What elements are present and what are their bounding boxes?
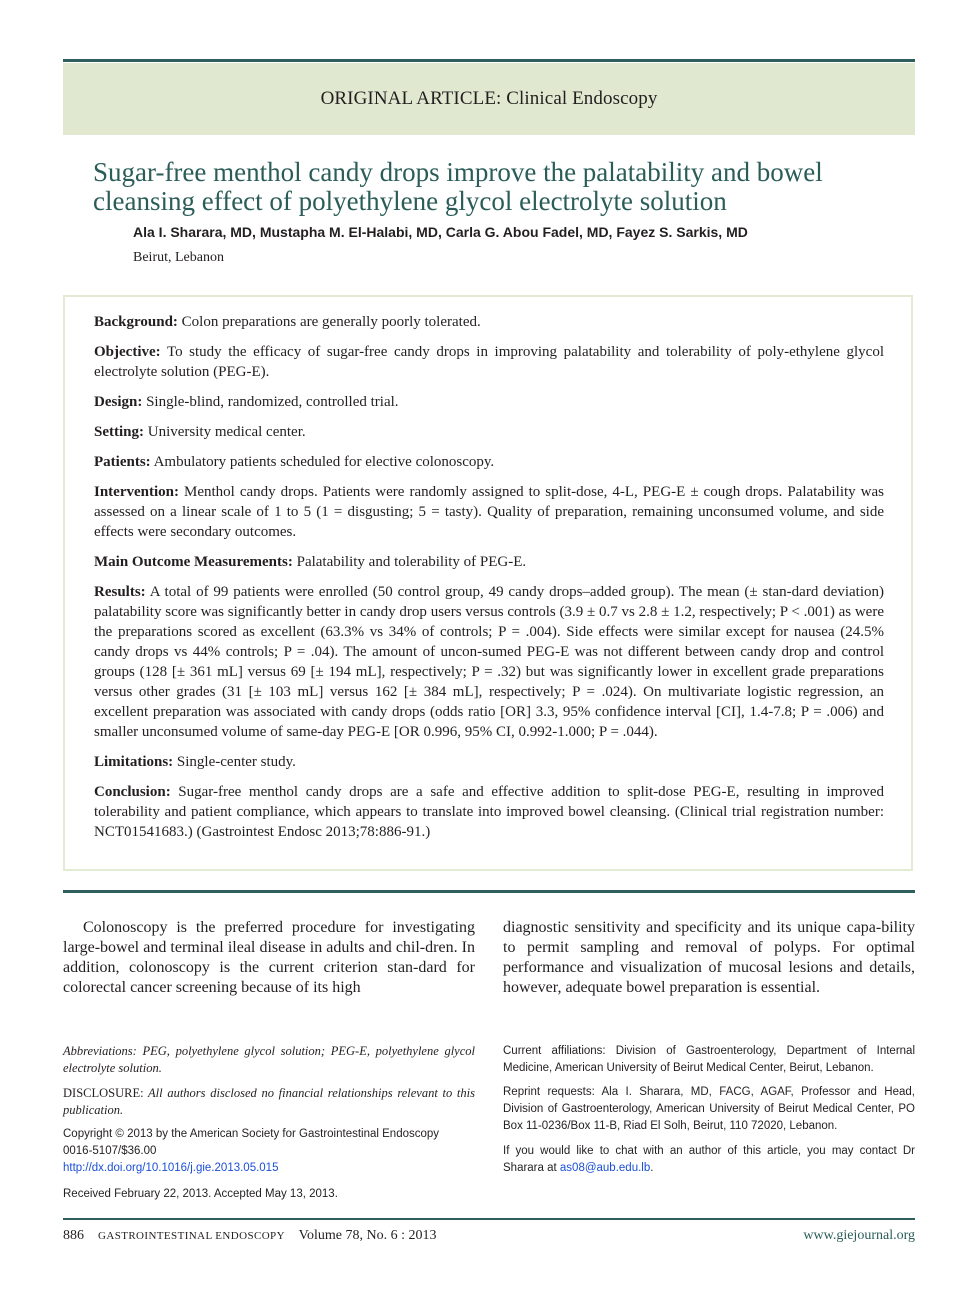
abstract-setting: Setting: University medical center.: [94, 424, 306, 440]
top-rule: [63, 59, 915, 62]
abstract-conclusion: Conclusion: Sugar-free menthol candy drops are a safe and effective addition to split-dose PEG-E, resulting in improved tolerability and patient compliance, which appears to translate into improved bowel cleansing. (Clinical trial registration number: NCT01541683.) (Gastrointest Endosc 2013;78:886-91.): [94, 784, 884, 840]
section-header: [63, 63, 915, 135]
body-text-left: Colonoscopy is the preferred procedure for investigating large-bowel and terminal ileal disease in adults and chil-dren. In addition, colonoscopy is the current criterion stan-dard for colorectal cancer screening because of its high: [63, 919, 475, 996]
abstract-bottom-rule: [63, 890, 915, 893]
abstract-results: Results: A total of 99 patients were enrolled (50 control group, 49 candy drops–added group). The mean (± stan-dard deviation) palatability score was significantly better in candy drop users versus controls (3.9 ± 0.7 vs 2.8 ± 1.2, respectively; P < .001) as were the preparations scored as excellent (63.3% vs 34% of controls; P = .004). Side effects were similar except for nausea (24.5% candy drops vs 44% controls; P = .04). The amount of uncon-sumed PEG-E was not different between candy drop and control groups (128 [± 361 mL] versus 69 [± 194 mL], respectively; P = .32) but was significantly lower in excellent grade preparations versus other grades (31 [± 103 mL] versus 162 [± 384 mL], respectively; P = .024). On multivariate logistic regression, an excellent preparation was associated with candy drops (odds ratio [OR] 3.3, 95% confidence interval [CI], 1.4-7.8; P = .006) and smaller unconsumed volume of same-day PEG-E [OR 0.996, 95% CI, 0.992-1.000; P = .044).: [94, 584, 884, 740]
abstract-background: Background: Colon preparations are generally poorly tolerated.: [94, 314, 481, 330]
abstract-objective: Objective: To study the efficacy of sugar-free candy drops in improving palatability and tolerability of poly-ethylene glycol electrolyte solution (PEG-E).: [94, 344, 884, 380]
abstract-intervention: Intervention: Menthol candy drops. Patients were randomly assigned to split-dose, 4-L, PEG-E ± cough drops. Palatability was assessed on a linear scale of 1 to 5 (1 = disgusting; 5 = tasty). Quality of preparation, remaining unconsumed volume, and side effects were secondary outcomes.: [94, 484, 884, 540]
disclosure-note: DISCLOSURE: All authors disclosed no financial relationships relevant to this publication.: [63, 1086, 475, 1117]
doi-link[interactable]: http://dx.doi.org/10.1016/j.gie.2013.05.015: [63, 1162, 279, 1174]
author-email-link[interactable]: as08@aub.edu.lb: [559, 1162, 651, 1174]
article-title: Sugar-free menthol candy drops improve the palatability and bowel cleansing effect of polyethylene glycol electrolyte solution: [93, 157, 823, 216]
page-number: 886: [63, 1228, 84, 1243]
section-label: ORIGINAL ARTICLE: Clinical Endoscopy: [320, 88, 658, 109]
affiliations-note: Current affiliations: Division of Gastroenterology, Department of Internal Medicine, American University of Beirut Medical Center, Beirut, Lebanon.: [503, 1045, 915, 1074]
abstract: [94, 312, 884, 852]
reprint-note: Reprint requests: Ala I. Sharara, MD, FACG, AGAF, Professor and Head, Division of Gastroenterology, American University of Beirut Medical Center, PO Box 11-0236/Box 11-B, Riad El Solh, Beirut, 110 72020, Lebanon.: [503, 1086, 915, 1132]
abstract-measurements: Main Outcome Measurements: Palatability and tolerability of PEG-E.: [94, 554, 527, 570]
abstract-design: Design: Single-blind, randomized, controlled trial.: [94, 394, 399, 410]
footer-citation: [63, 1228, 436, 1244]
journal-website[interactable]: www.giejournal.org: [803, 1228, 915, 1243]
received-note: Received February 22, 2013. Accepted May 13, 2013.: [63, 1188, 338, 1200]
copyright-note: Copyright © 2013 by the American Society for Gastrointestinal Endoscopy 0016-5107/$36.00 http://dx.doi.org/10.1016/j.gie.2013.05.015: [63, 1128, 440, 1174]
author-location: Beirut, Lebanon: [133, 250, 224, 265]
abbreviations-note: Abbreviations: PEG, polyethylene glycol solution; PEG-E, polyethylene glycol electrolyte solution.: [63, 1044, 475, 1075]
volume-info: Volume 78, No. 6 : 2013: [298, 1228, 437, 1243]
body-text-right: diagnostic sensitivity and specificity and its unique capa-bility to permit sampling and removal of polyps. For optimal performance and visualization of mucosal lesions and details, however, adequate bowel preparation is essential.: [503, 919, 915, 996]
abstract-limitations: Limitations: Single-center study.: [94, 754, 296, 770]
abstract-patients: Patients: Ambulatory patients scheduled for elective colonoscopy.: [94, 454, 495, 470]
footer-rule: [63, 1218, 915, 1220]
contact-note: If you would like to chat with an author of this article, you may contact Dr Sharara at as08@aub.edu.lb.: [503, 1145, 915, 1174]
author-list: Ala I. Sharara, MD, Mustapha M. El-Halabi, MD, Carla G. Abou Fadel, MD, Fayez S. Sarkis, MD: [133, 224, 748, 240]
journal-name: GASTROINTESTINAL ENDOSCOPY: [98, 1230, 285, 1242]
